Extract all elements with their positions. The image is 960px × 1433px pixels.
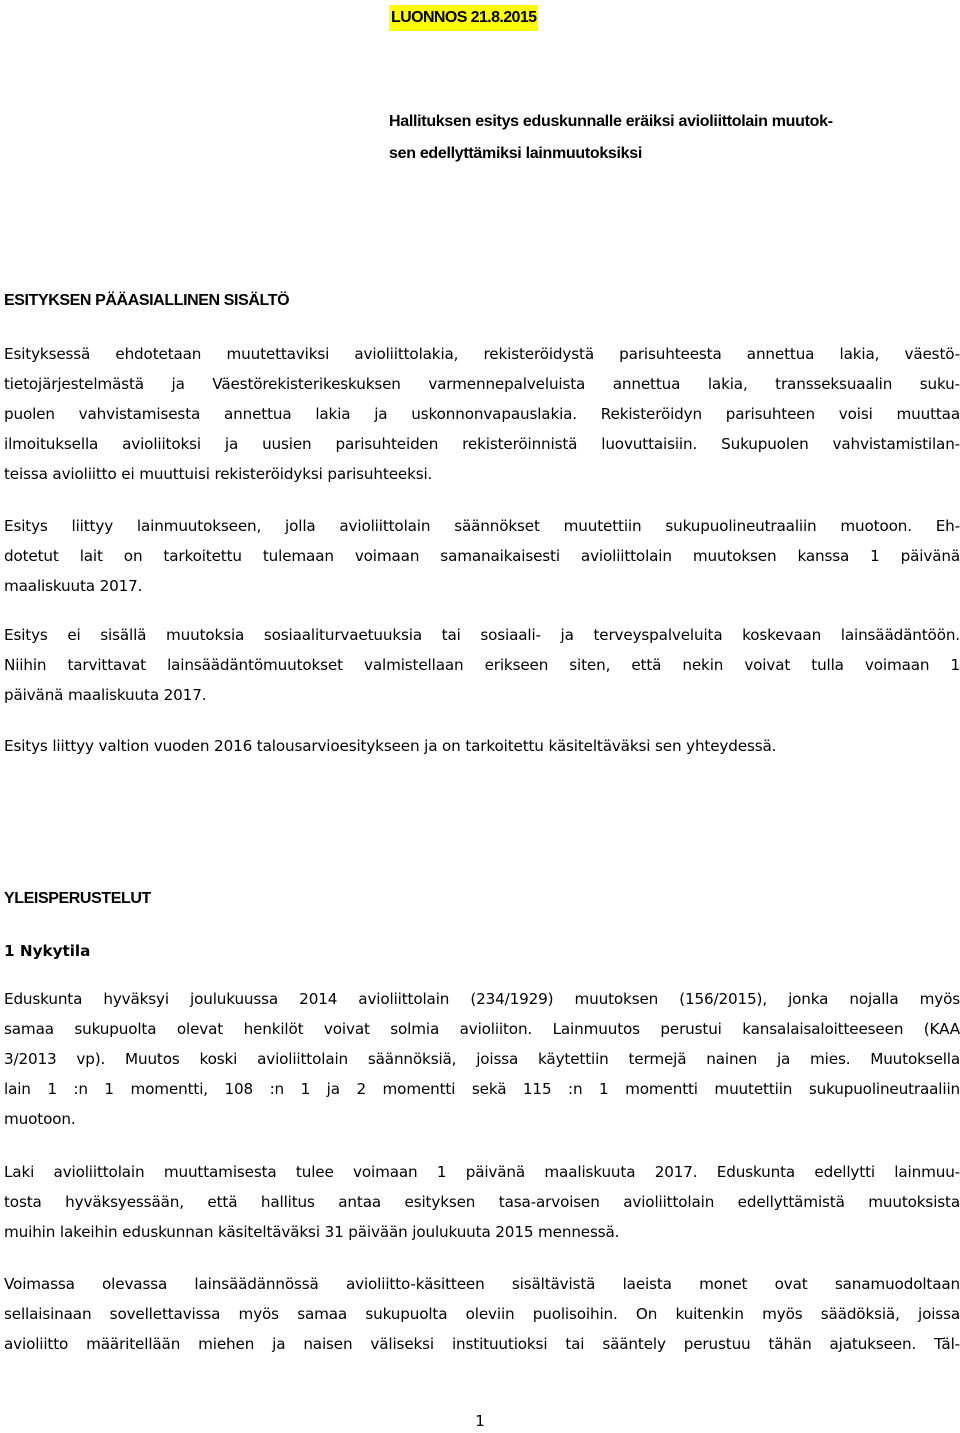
text-line: teissa avioliitto ei muuttuisi rekisteröidyksi parisuhteeksi. (4, 465, 433, 483)
summary-paragraph-2 (4, 511, 960, 601)
text-line: tietojärjestelmästä ja Väestörekisterikeskuksen varmennepalveluista annettua lakia, transseksuaalin suku- (4, 375, 960, 393)
page-number: 1 (475, 1412, 485, 1430)
title-line: sen edellyttämiksi lainmuutoksiksi (389, 145, 643, 162)
text-line: tosta hyväksyessään, että hallitus antaa esityksen tasa-arvoisen avioliittolain edellyttämistä muutoksista (4, 1193, 960, 1211)
text-line: Niihin tarvittavat lainsäädäntömuutokset valmistellaan erikseen siten, että nekin voivat tulla voimaan 1 (4, 656, 960, 674)
text-line: muihin lakeihin eduskunnan käsiteltäväksi 31 päivään joulukuuta 2015 mennessä. (4, 1223, 620, 1241)
text-line: muotoon. (4, 1110, 76, 1128)
title-line: Hallituksen esitys eduskunnalle eräiksi avioliittolain muutok- (389, 113, 833, 130)
text-line: Esitys liittyy valtion vuoden 2016 talousarvioesitykseen ja on tarkoitettu käsiteltäväksi sen yhteydessä. (4, 737, 777, 755)
text-line: Laki avioliittolain muuttamisesta tulee voimaan 1 päivänä maaliskuuta 2017. Eduskunta edellytti lainmuu- (4, 1163, 960, 1181)
text-line: maaliskuuta 2017. (4, 577, 143, 595)
document-title (389, 106, 949, 170)
text-line: lain 1 :n 1 momentti, 108 :n 1 ja 2 momentti sekä 115 :n 1 momentti muutettiin sukupuolineutraaliin (4, 1080, 960, 1098)
text-line: puolen vahvistamisesta annettua lakia ja uskonnonvapauslakia. Rekisteröidyn parisuhteen voisi muuttaa (4, 405, 960, 423)
general-paragraph-2 (4, 1157, 960, 1247)
text-line: dotetut lait on tarkoitettu tulemaan voimaan samanaikaisesti avioliittolain muutoksen kanssa 1 päivänä (4, 547, 960, 565)
text-line: Esityksessä ehdotetaan muutettaviksi avioliittolakia, rekisteröidystä parisuhteesta annettua lakia, väestö- (4, 345, 960, 363)
summary-paragraph-3 (4, 620, 960, 710)
text-line: Esitys ei sisällä muutoksia sosiaaliturvaetuuksia tai sosiaali- ja terveyspalveluita koskevaan lainsäädäntöön. (4, 626, 960, 644)
text-line: Esitys liittyy lainmuutokseen, jolla avioliittolain säännökset muutettiin sukupuolineutraaliin muotoon. Eh- (4, 517, 960, 535)
summary-paragraph-1 (4, 339, 960, 489)
text-line: samaa sukupuolta olevat henkilöt voivat solmia avioliiton. Lainmuutos perustui kansalaisaloitteeseen (KAA (4, 1020, 960, 1038)
text-line: 3/2013 vp). Muutos koski avioliittolain säännöksiä, joissa käytettiin termejä nainen ja mies. Muutoksella (4, 1050, 960, 1068)
general-paragraph-1 (4, 984, 960, 1134)
general-heading: YLEISPERUSTELUT (4, 890, 151, 907)
summary-heading: ESITYKSEN PÄÄASIALLINEN SISÄLTÖ (4, 292, 290, 309)
text-line: Eduskunta hyväksyi joulukuussa 2014 avioliittolain (234/1929) muutoksen (156/2015), jonka nojalla myös (4, 990, 960, 1008)
text-line: ilmoituksella avioliitoksi ja uusien parisuhteiden rekisteröinnistä luovuttaisiin. Sukupuolen vahvistamistilan- (4, 435, 960, 453)
text-line: avioliitto määritellään miehen ja naisen väliseksi instituutioksi tai sääntely perustuu tähän ajatukseen. Täl- (4, 1335, 960, 1353)
text-line: päivänä maaliskuuta 2017. (4, 686, 207, 704)
section-heading: 1 Nykytila (4, 942, 91, 960)
general-paragraph-3 (4, 1269, 960, 1359)
summary-paragraph-4 (4, 731, 960, 761)
text-line: Voimassa olevassa lainsäädännössä avioliitto-käsitteen sisältävistä laeista monet ovat sanamuodoltaan (4, 1275, 960, 1293)
text-line: sellaisinaan sovellettavissa myös samaa sukupuolta oleviin puolisoihin. On kuitenkin myös säädöksiä, joissa (4, 1305, 960, 1323)
draft-label: LUONNOS 21.8.2015 (389, 5, 538, 31)
